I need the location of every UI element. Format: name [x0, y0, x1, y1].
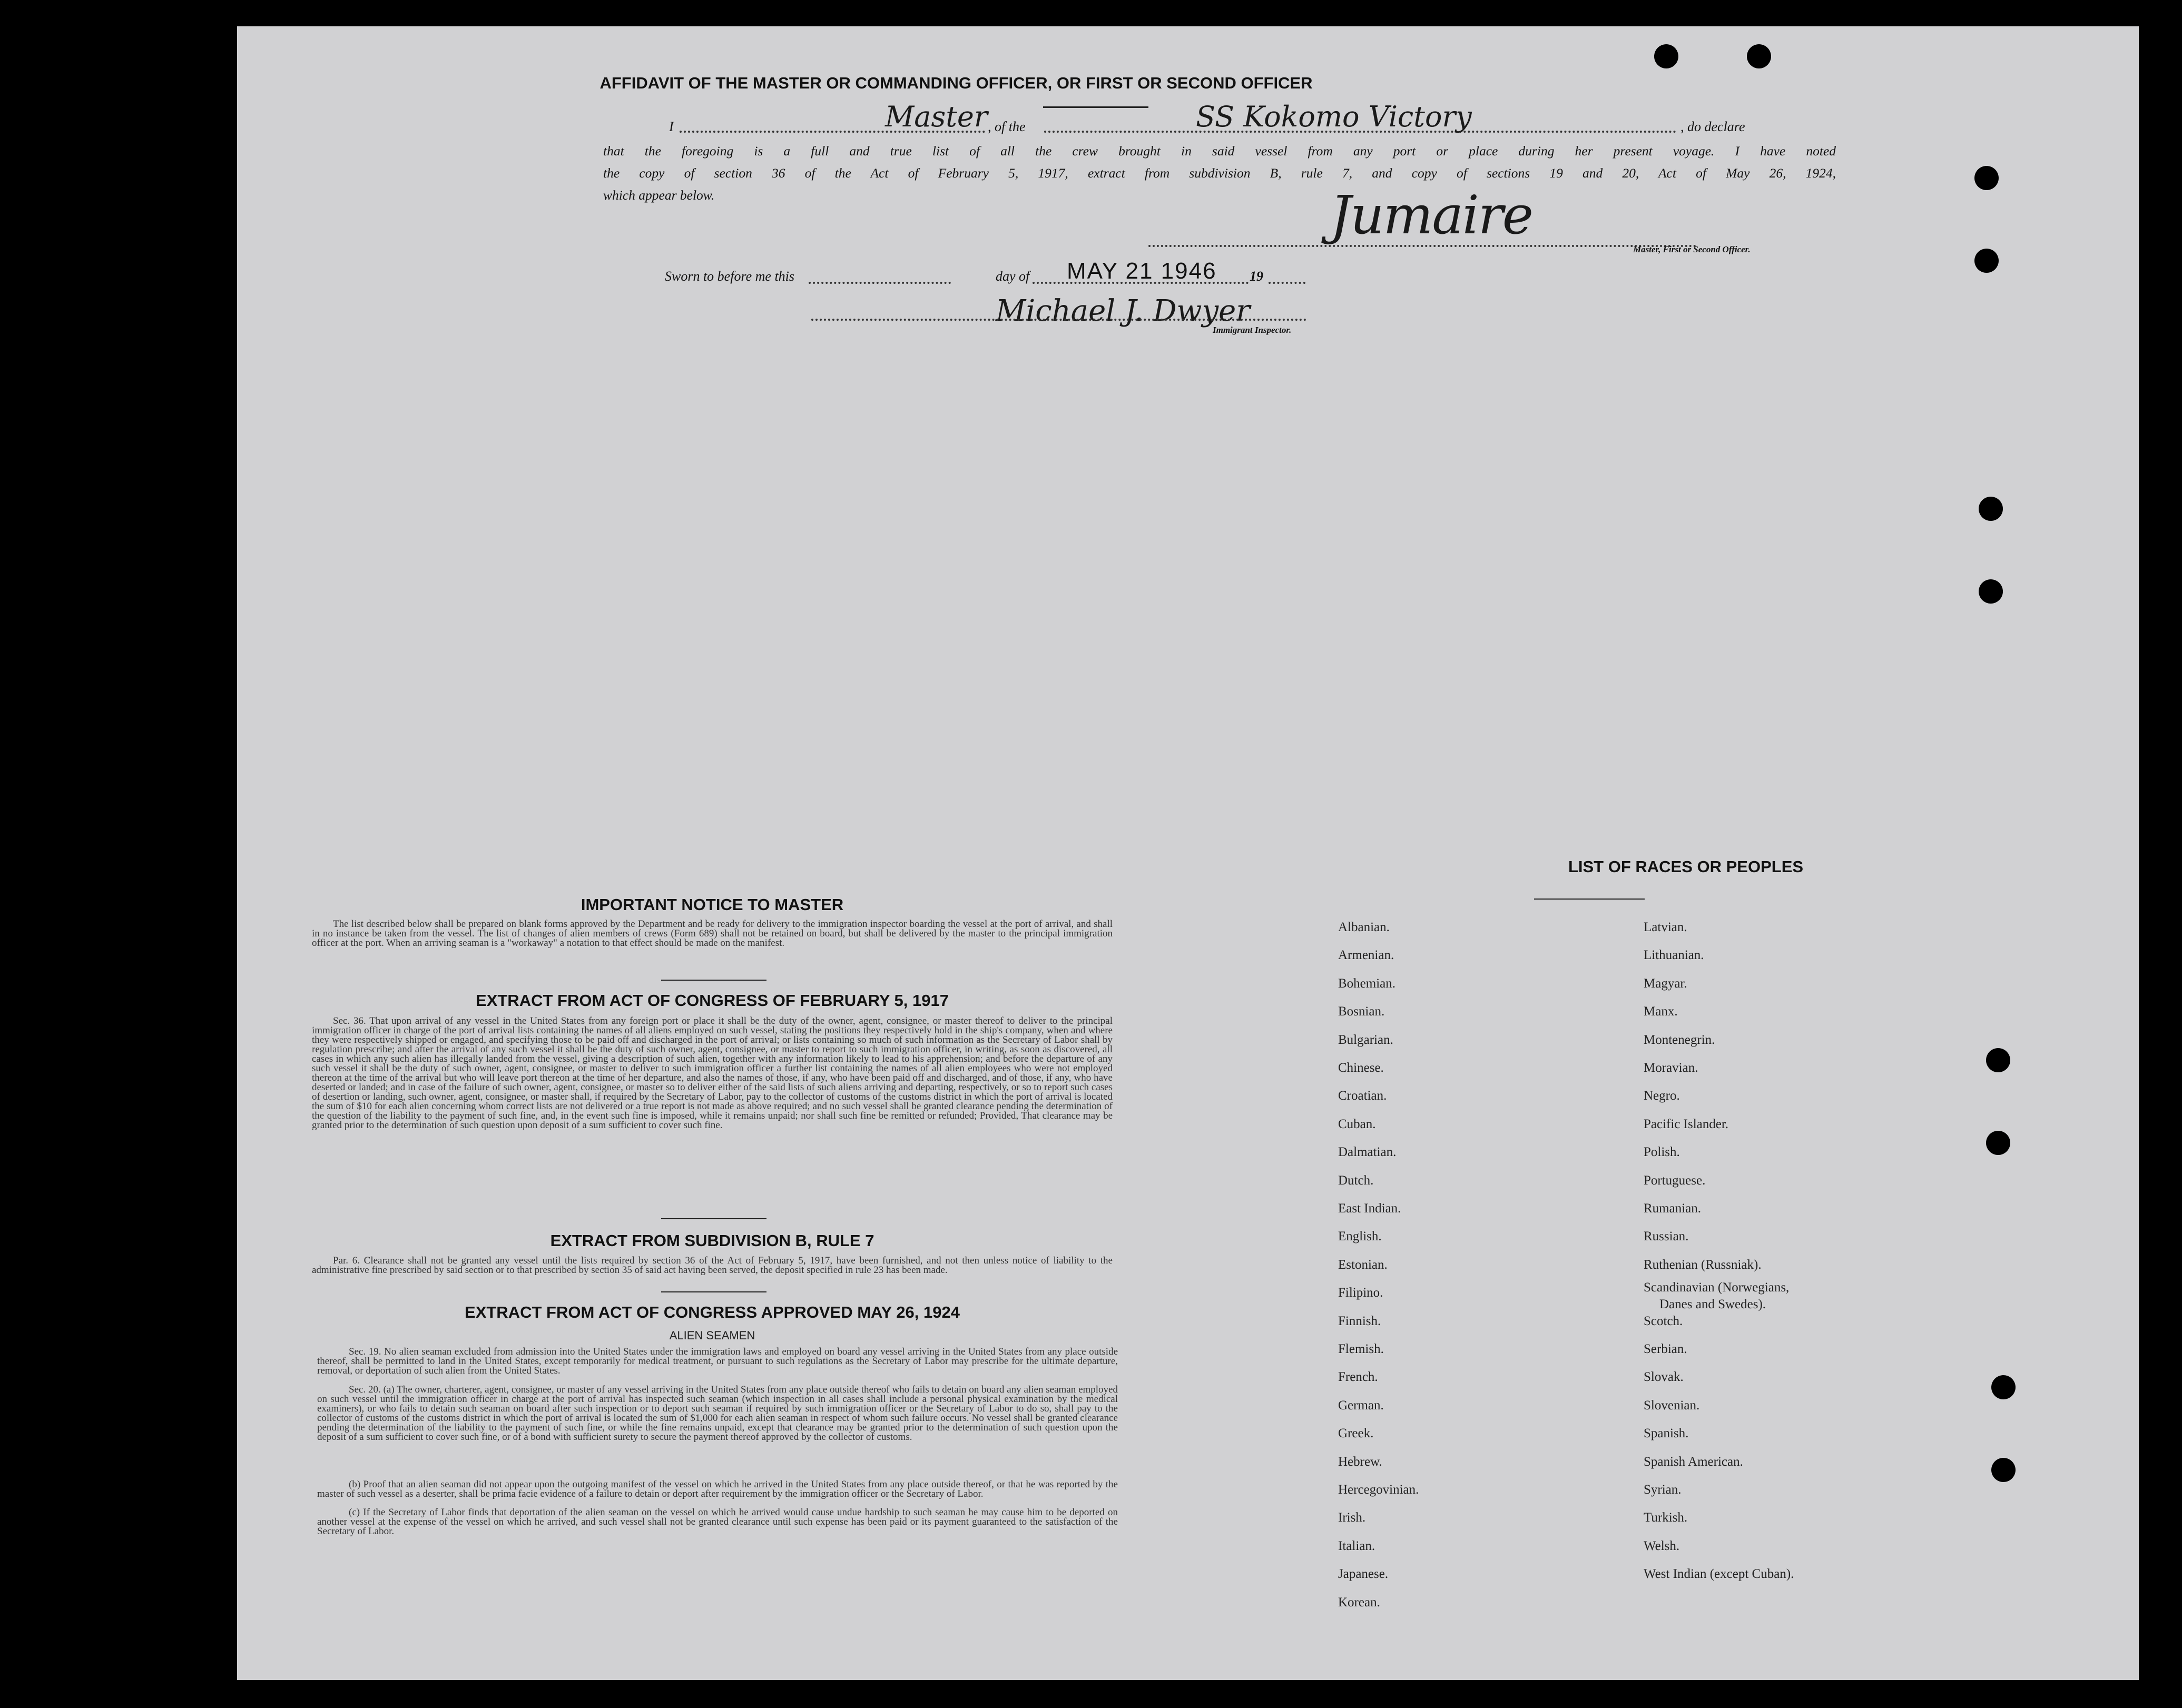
day-of-label: day of: [996, 269, 1030, 284]
race-item: Slovak.: [1644, 1370, 1684, 1385]
extract-1924-title: EXTRACT FROM ACT OF CONGRESS APPROVED MAY 26, 1924: [465, 1303, 960, 1321]
section-rule: [661, 980, 766, 981]
race-item: Irish.: [1338, 1510, 1366, 1525]
race-item: Albanian.: [1338, 920, 1390, 934]
race-item: Dutch.: [1338, 1173, 1374, 1188]
punch-hole: [1991, 1375, 2016, 1399]
sec20b-body: (b) Proof that an alien seaman did not appear upon the outgoing manifest of the vessel on which he arrived in the United States from any place outside thereof, or that he was reported by the master of such vessel as a deserter, shall be prima facie evidence of a failure to detain or deport after requirement by the immigration officer or the Secretary of Labor.: [317, 1479, 1118, 1499]
race-item: Magyar.: [1644, 976, 1687, 991]
punch-hole: [1986, 1048, 2010, 1072]
punch-hole: [1654, 44, 1678, 68]
race-item: Russian.: [1644, 1229, 1689, 1244]
race-item: Dalmatian.: [1338, 1145, 1397, 1160]
race-item: East Indian.: [1338, 1201, 1401, 1216]
race-item: Chinese.: [1338, 1061, 1384, 1075]
race-item: Lithuanian.: [1644, 948, 1704, 963]
punch-hole: [1974, 166, 1999, 190]
statement-line-3: which appear below.: [603, 187, 715, 203]
race-item: Rumanian.: [1644, 1201, 1702, 1216]
punch-hole: [1991, 1458, 2016, 1482]
of-the-label: , of the: [988, 119, 1026, 134]
master-signature: Jumaire: [1330, 184, 1532, 246]
master-title-handwritten: Master: [885, 100, 988, 133]
race-item: Danes and Swedes).: [1659, 1297, 1766, 1312]
race-item: Spanish.: [1644, 1426, 1689, 1441]
race-item: Scandinavian (Norwegians,: [1644, 1280, 1790, 1295]
punch-hole: [1986, 1131, 2010, 1155]
race-item: Hercegovinian.: [1338, 1483, 1419, 1497]
race-item: Portuguese.: [1644, 1173, 1706, 1188]
title-rule: [1043, 106, 1148, 108]
race-item: West Indian (except Cuban).: [1644, 1567, 1794, 1582]
sec20c-body: (c) If the Secretary of Labor finds that deportation of the alien seaman on the vessel on which he arrived would cause undue hardship to such seaman he may cause him to be deported on another vessel at the expense of the vessel on which he arrived, and such vessel shall not be granted clearance until such expense has been paid or its payment guaranteed to the satisfaction of the Secretary of Labor.: [317, 1507, 1118, 1537]
race-item: Bulgarian.: [1338, 1032, 1393, 1047]
sec19-body: Sec. 19. No alien seaman excluded from admission into the United States under the immigration laws and employed on board any vessel arriving in the United States from any place outside thereof, shall be permitted to land in the United States, except temporarily for medical treatment, or pursuant to such regulations as the Secretary of Labor may prescribe for the ultimate departure, removal, or deportation of such alien from the United States.: [317, 1346, 1118, 1376]
punch-hole: [1974, 249, 1999, 273]
affidavit-title: AFFIDAVIT OF THE MASTER OR COMMANDING OFFICER, OR FIRST OR SECOND OFFICER: [599, 74, 1313, 92]
signature-line: [811, 319, 1306, 321]
section-rule: [661, 1218, 766, 1219]
date-stamp: MAY 21 1946: [1067, 258, 1217, 284]
race-item: Serbian.: [1644, 1342, 1687, 1356]
race-item: Finnish.: [1338, 1314, 1381, 1328]
race-item: Spanish American.: [1644, 1454, 1743, 1469]
declare-label: , do declare: [1680, 119, 1745, 134]
race-item: Croatian.: [1338, 1089, 1387, 1103]
races-title: LIST OF RACES OR PEOPLES: [1568, 857, 1804, 876]
race-item: Korean.: [1338, 1595, 1380, 1610]
race-item: Pacific Islander.: [1644, 1117, 1729, 1131]
race-item: Slovenian.: [1644, 1398, 1700, 1413]
punch-hole: [1979, 497, 2003, 521]
race-item: Welsh.: [1644, 1538, 1680, 1553]
race-item: Flemish.: [1338, 1342, 1384, 1356]
race-item: Moravian.: [1644, 1061, 1698, 1075]
race-item: Turkish.: [1644, 1510, 1688, 1525]
race-item: Cuban.: [1338, 1117, 1376, 1131]
notice-title: IMPORTANT NOTICE TO MASTER: [581, 895, 844, 914]
race-item: Filipino.: [1338, 1286, 1383, 1300]
race-item: Ruthenian (Russniak).: [1644, 1257, 1762, 1272]
race-item: Armenian.: [1338, 948, 1394, 963]
race-item: Estonian.: [1338, 1257, 1388, 1272]
race-item: Latvian.: [1644, 920, 1687, 934]
sec20a-body: Sec. 20. (a) The owner, charterer, agent, consignee, or master of any vessel arriving in the United States from any place outside thereof who fails to detain on board any alien seaman employed on such vessel until the immigration officer in charge at the port of arrival has inspected such seaman (which inspection in all cases shall include a personal physical examination by the medical examiners), or who fails to detain such seaman on board after such inspection or to deport such seaman if required by such immigration officer or the Secretary of Labor to do so, shall pay to the collector of customs of the customs district in which the port of arrival is located the sum of $1,000 for each alien seaman in respect of whom such failure occurs. No vessel shall be granted clearance pending the determination of the liability to the payment of such fine, or while the fine remains unpaid, except that clearance may be granted prior to the determination of such question upon the deposit of a sum sufficient to cover such fine, or of a bond with sufficient surety to secure the payment thereof approved by the collector of customs.: [317, 1384, 1118, 1443]
race-item: Scotch.: [1644, 1314, 1683, 1328]
race-item: Hebrew.: [1338, 1454, 1382, 1469]
rule7-title: EXTRACT FROM SUBDIVISION B, RULE 7: [550, 1231, 874, 1250]
vessel-name-handwritten: SS Kokomo Victory: [1196, 100, 1472, 133]
extract-1917-body: Sec. 36. That upon arrival of any vessel in the United States from any foreign port or place it shall be the duty of the owner, agent, consignee, or master thereof to deliver to the principal immigration officer in charge of the port of arrival lists containing the names of all aliens employed on such vessel, stating the positions they respectively hold in the ship's company, when and where they were respectively shipped or engaged, and specifying those to be paid off and discharged in the port of arrival; or lists containing so much of such information as the Secretary of Labor shall by regulation prescribe; and after the arrival of any such vessel it shall be the duty of such owner, agent, consignee, or master to report to such immigration officer, in writing, as soon as discovered, all cases in which any such alien has illegally landed from the vessel, giving a description of such alien, together with any information likely to lead to his apprehension; and before the departure of any such vessel it shall be the duty of such owner, agent, consignee, or master to deliver to such immigration officer a further list containing the names of all alien employees who were not employed thereon at the time of the arrival but who will leave port thereon at the time of her departure, and also the names of those, if any, who have been paid off and discharged, and of those, if any, who have deserted or landed; and in case of the failure of such owner, agent, consignee, or master so to deliver either of the said lists of such aliens arriving and departing, respectively, or so to report such cases of desertion or landing, such owner, agent, consignee, or master shall, if required by the Secretary of Labor, pay to the collector of customs of the customs district in which the port of arrival is located the sum of $10 for each alien concerning whom correct lists are not delivered or a true report is not made as above required; and no such vessel shall be granted clearance pending the determination of the question of the liability to the payment of such fine, and, in the event such fine is imposed, while it remains unpaid; nor shall such fine be remitted or refunded; Provided, That clearance may be granted prior to the determination of such question upon deposit of a sum sufficient to cover such fine.: [312, 1015, 1113, 1131]
inspector-caption: Immigrant Inspector.: [1213, 325, 1292, 335]
section-rule: [1534, 899, 1645, 900]
notice-body: The list described below shall be prepared on blank forms approved by the Department and be ready for delivery to the immigration inspector boarding the vessel at the port of arrival, and shall in no instance be taken from the vessel. The list of changes of alien members of crews (Form 689) shall not be retained on board, but shall be delivered by the master to the principal immigration officer at the port. When an arriving seaman is a "workaway" a notation to that effect should be made on the manifest.: [312, 919, 1113, 949]
inspector-signature: Michael J. Dwyer: [996, 294, 1250, 328]
race-item: Montenegrin.: [1644, 1032, 1715, 1047]
dotted-line: [1269, 282, 1305, 284]
race-item: Japanese.: [1338, 1567, 1389, 1582]
statement-line-2: the copy of section 36 of the Act of February 5, 1917, extract from subdivision B, rule 7, and copy of sections 19 and 20, Act of May 26, 1924,: [603, 165, 1836, 181]
race-item: French.: [1338, 1370, 1378, 1385]
race-item: Greek.: [1338, 1426, 1374, 1441]
race-item: Bohemian.: [1338, 976, 1396, 991]
rule7-body: Par. 6. Clearance shall not be granted any vessel until the lists required by section 36 of the Act of February 5, 1917, have been furnished, and not then unless notice of liability to the administrative fine prescribed by said section or to that prescribed by section 35 of said act having been served, the deposit specified in rule 23 has been made.: [312, 1255, 1113, 1276]
year-prefix: 19: [1250, 269, 1263, 284]
signature-line: [1148, 245, 1696, 247]
extract-1924-subtitle: ALIEN SEAMEN: [669, 1329, 755, 1342]
race-item: Manx.: [1644, 1004, 1678, 1019]
race-item: Bosnian.: [1338, 1004, 1385, 1019]
punch-hole: [1747, 44, 1771, 68]
form-page: [237, 26, 2139, 1680]
race-item: Polish.: [1644, 1145, 1680, 1160]
race-item: Italian.: [1338, 1538, 1375, 1553]
dotted-line: [809, 282, 951, 284]
statement-line-1: that the foregoing is a full and true list of all the crew brought in said vessel from any port or place during her present voyage. I have noted: [603, 143, 1836, 159]
sworn-label: Sworn to before me this: [665, 269, 795, 284]
race-item: Syrian.: [1644, 1483, 1682, 1497]
race-item: Negro.: [1644, 1089, 1680, 1103]
race-item: German.: [1338, 1398, 1384, 1413]
section-rule: [661, 1291, 766, 1292]
extract-1917-title: EXTRACT FROM ACT OF CONGRESS OF FEBRUARY 5, 1917: [476, 991, 949, 1010]
punch-hole: [1979, 579, 2003, 604]
master-caption: Master, First or Second Officer.: [1633, 244, 1751, 254]
race-item: English.: [1338, 1229, 1382, 1244]
i-label: I: [669, 119, 674, 134]
